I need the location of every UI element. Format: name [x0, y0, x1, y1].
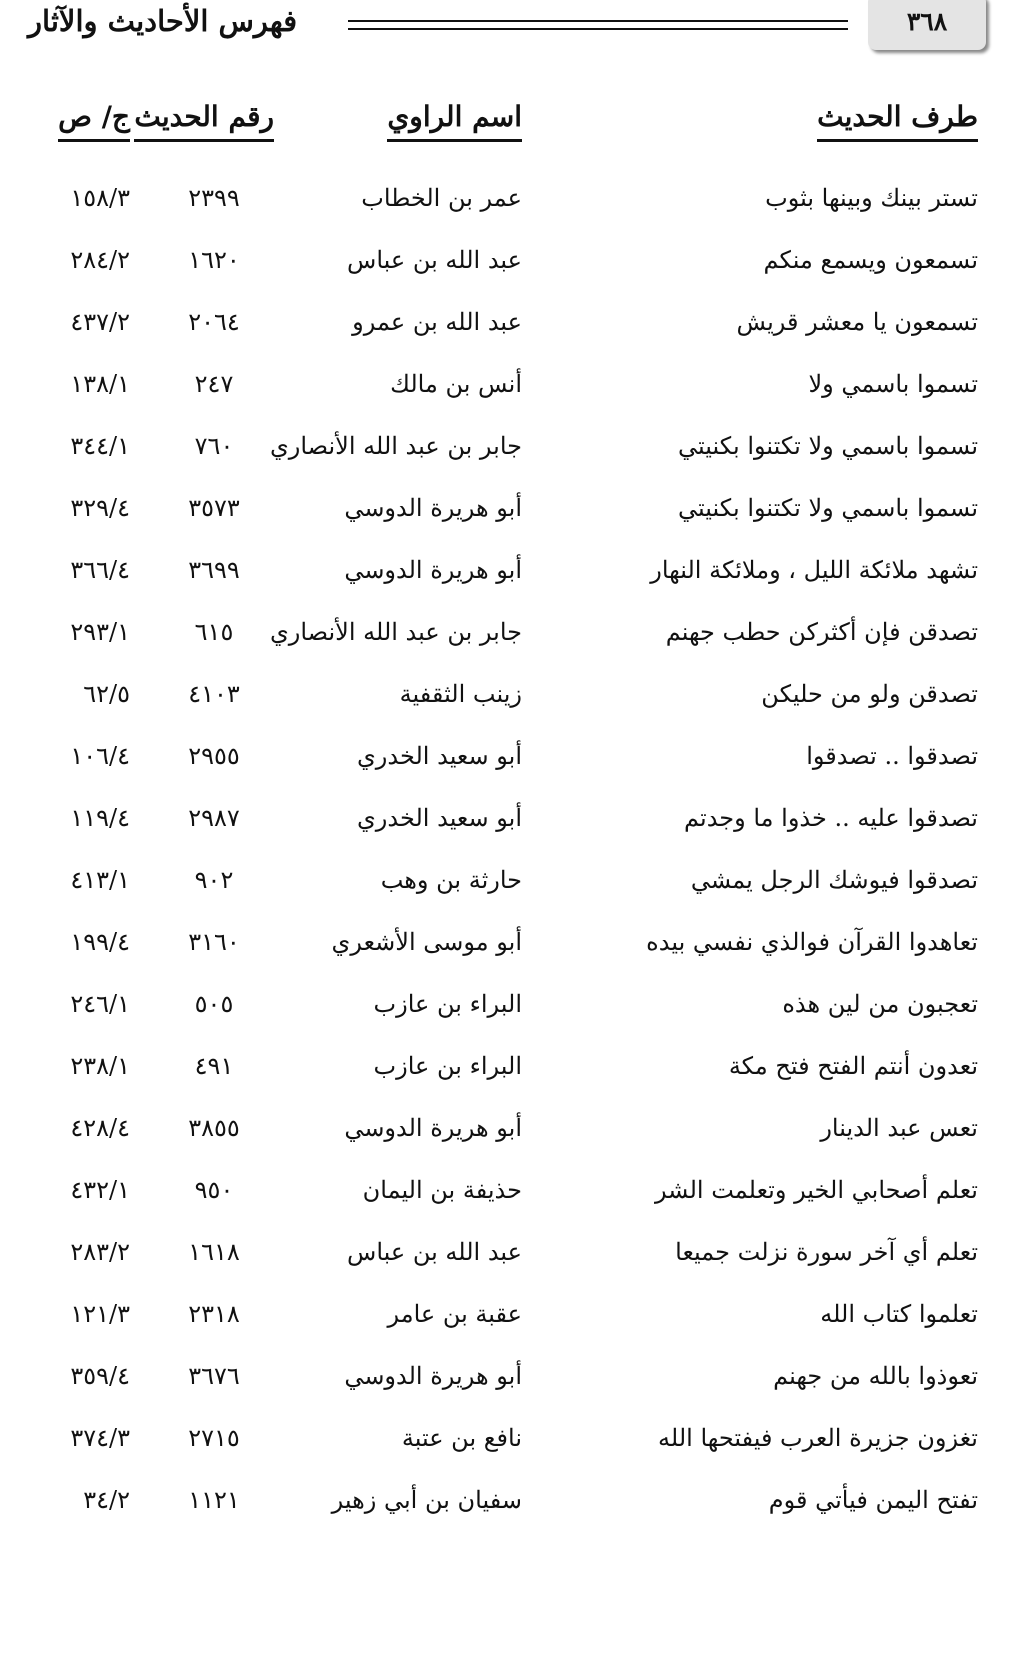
table-row: [0, 294, 1010, 356]
volume-page-cell: ١١٩/٤: [70, 804, 130, 832]
hadith-index-table: [0, 98, 1010, 1534]
hadith-number-cell: ٢٣٩٩: [188, 184, 240, 212]
hadith-number-cell: ٥٠٥: [194, 990, 234, 1018]
hadith-start-cell: تسموا باسمي ولا تكتنوا بكنيتي: [678, 494, 978, 522]
header-rule: [348, 28, 848, 30]
table-row: [0, 1162, 1010, 1224]
hadith-number-cell: ٢٠٦٤: [188, 308, 240, 336]
volume-page-cell: ٣٤٤/١: [70, 432, 130, 460]
hadith-number-cell: ٣٨٥٥: [188, 1114, 240, 1142]
table-row: [0, 790, 1010, 852]
volume-page-cell: ٤٣٧/٢: [70, 308, 130, 336]
narrator-cell: البراء بن عازب: [373, 1052, 522, 1080]
hadith-start-cell: تسمعون ويسمع منكم: [763, 246, 978, 274]
column-header-hadith-number: رقم الحديث: [134, 100, 274, 142]
table-row: [0, 914, 1010, 976]
volume-page-cell: ٤٣٢/١: [70, 1176, 130, 1204]
narrator-cell: أبو هريرة الدوسي: [344, 1362, 522, 1390]
table-body: [0, 170, 1010, 1534]
narrator-cell: عبد الله بن عباس: [347, 246, 522, 274]
hadith-start-cell: تعدون أنتم الفتح فتح مكة: [728, 1052, 978, 1080]
column-header-narrator: اسم الراوي: [387, 100, 522, 142]
hadith-number-cell: ٦١٥: [194, 618, 234, 646]
hadith-start-cell: تصدقوا فيوشك الرجل يمشي: [690, 866, 978, 894]
table-row: [0, 1348, 1010, 1410]
table-row: [0, 1224, 1010, 1286]
volume-page-cell: ٤٢٨/٤: [70, 1114, 130, 1142]
volume-page-cell: ٣٥٩/٤: [70, 1362, 130, 1390]
column-header-volume-page: ج/ ص: [58, 100, 130, 142]
narrator-cell: عبد الله بن عباس: [347, 1238, 522, 1266]
table-row: [0, 1100, 1010, 1162]
narrator-cell: عمر بن الخطاب: [361, 184, 522, 212]
narrator-cell: أبو هريرة الدوسي: [344, 494, 522, 522]
volume-page-cell: ٣٢٩/٤: [70, 494, 130, 522]
narrator-cell: أبو هريرة الدوسي: [344, 1114, 522, 1142]
header-rule: [348, 20, 848, 22]
page-header: [0, 0, 1010, 60]
hadith-number-cell: ١٦٢٠: [188, 246, 240, 274]
hadith-number-cell: ٣١٦٠: [188, 928, 240, 956]
volume-page-cell: ٢٨٤/٢: [70, 246, 130, 274]
hadith-number-cell: ٢٩٥٥: [188, 742, 240, 770]
hadith-number-cell: ٣٥٧٣: [188, 494, 240, 522]
hadith-start-cell: تعلم أصحابي الخير وتعلمت الشر: [654, 1176, 978, 1204]
narrator-cell: أنس بن مالك: [390, 370, 522, 398]
volume-page-cell: ٢٣٨/١: [70, 1052, 130, 1080]
volume-page-cell: ٤١٣/١: [70, 866, 130, 894]
table-row: [0, 1410, 1010, 1472]
hadith-number-cell: ٧٦٠: [194, 432, 234, 460]
narrator-cell: أبو هريرة الدوسي: [344, 556, 522, 584]
hadith-start-cell: تعلم أي آخر سورة نزلت جميعا: [675, 1238, 978, 1266]
volume-page-cell: ١٥٨/٣: [70, 184, 130, 212]
hadith-number-cell: ٢٩٨٧: [188, 804, 240, 832]
hadith-number-cell: ٤٩١: [194, 1052, 234, 1080]
volume-page-cell: ١٠٦/٤: [70, 742, 130, 770]
hadith-start-cell: تعلموا كتاب الله: [820, 1300, 978, 1328]
hadith-start-cell: تستر بينك وبينها بثوب: [765, 184, 978, 212]
hadith-start-cell: تصدقوا عليه .. خذوا ما وجدتم: [684, 804, 978, 832]
table-row: [0, 976, 1010, 1038]
hadith-start-cell: تعاهدوا القرآن فوالذي نفسي بيده: [646, 928, 978, 956]
table-row: [0, 480, 1010, 542]
hadith-number-cell: ٩٠٢: [194, 866, 234, 894]
table-row: [0, 1472, 1010, 1534]
hadith-number-cell: ٣٦٧٦: [188, 1362, 240, 1390]
volume-page-cell: ١٩٩/٤: [70, 928, 130, 956]
volume-page-cell: ١٢١/٣: [70, 1300, 130, 1328]
narrator-cell: زينب الثقفية: [399, 680, 522, 708]
narrator-cell: حذيفة بن اليمان: [362, 1176, 522, 1204]
volume-page-cell: ٢٨٣/٢: [70, 1238, 130, 1266]
hadith-start-cell: تسموا باسمي ولا تكتنوا بكنيتي: [678, 432, 978, 460]
volume-page-cell: ٣٧٤/٣: [70, 1424, 130, 1452]
volume-page-cell: ٢٩٣/١: [70, 618, 130, 646]
table-row: [0, 1286, 1010, 1348]
table-row: [0, 542, 1010, 604]
narrator-cell: نافع بن عتبة: [401, 1424, 522, 1452]
narrator-cell: جابر بن عبد الله الأنصاري: [269, 618, 522, 646]
narrator-cell: أبو موسى الأشعري: [331, 928, 522, 956]
page-title: فهرس الأحاديث والآثار: [28, 4, 298, 38]
narrator-cell: عبد الله بن عمرو: [352, 308, 522, 336]
hadith-number-cell: ٤١٠٣: [188, 680, 240, 708]
hadith-number-cell: ٣٦٩٩: [188, 556, 240, 584]
page-number-badge: ٣٦٨: [868, 0, 986, 50]
hadith-start-cell: تسمعون يا معشر قريش: [736, 308, 978, 336]
volume-page-cell: ٣٤/٢: [83, 1486, 130, 1514]
table-header-row: [0, 98, 1010, 170]
hadith-start-cell: تعوذوا بالله من جهنم: [773, 1362, 978, 1390]
hadith-start-cell: تصدقن فإن أكثركن حطب جهنم: [665, 618, 978, 646]
hadith-start-cell: تصدقوا .. تصدقوا: [806, 742, 978, 770]
narrator-cell: عقبة بن عامر: [387, 1300, 522, 1328]
hadith-start-cell: تسموا باسمي ولا: [808, 370, 978, 398]
volume-page-cell: ٣٦٦/٤: [70, 556, 130, 584]
table-row: [0, 1038, 1010, 1100]
hadith-number-cell: ١١٢١: [188, 1486, 240, 1514]
hadith-number-cell: ٢٧١٥: [188, 1424, 240, 1452]
narrator-cell: أبو سعيد الخدري: [357, 804, 522, 832]
hadith-number-cell: ١٦١٨: [188, 1238, 240, 1266]
table-row: [0, 728, 1010, 790]
narrator-cell: أبو سعيد الخدري: [357, 742, 522, 770]
table-row: [0, 232, 1010, 294]
table-row: [0, 852, 1010, 914]
narrator-cell: حارثة بن وهب: [380, 866, 522, 894]
hadith-start-cell: تعس عبد الدينار: [820, 1114, 978, 1142]
volume-page-cell: ١٣٨/١: [70, 370, 130, 398]
hadith-start-cell: تغزون جزيرة العرب فيفتحها الله: [658, 1424, 978, 1452]
table-row: [0, 418, 1010, 480]
narrator-cell: سفيان بن أبي زهير: [331, 1486, 522, 1514]
narrator-cell: البراء بن عازب: [373, 990, 522, 1018]
table-row: [0, 666, 1010, 728]
table-row: [0, 356, 1010, 418]
hadith-start-cell: تصدقن ولو من حليكن: [761, 680, 978, 708]
volume-page-cell: ٦٢/٥: [83, 680, 130, 708]
table-row: [0, 170, 1010, 232]
hadith-number-cell: ٢٤٧: [194, 370, 234, 398]
hadith-start-cell: تفتح اليمن فيأتي قوم: [768, 1486, 978, 1514]
hadith-number-cell: ٢٣١٨: [188, 1300, 240, 1328]
column-header-hadith-start: طرف الحديث: [817, 100, 978, 142]
narrator-cell: جابر بن عبد الله الأنصاري: [269, 432, 522, 460]
hadith-start-cell: تشهد ملائكة الليل ، وملائكة النهار: [650, 556, 978, 584]
hadith-start-cell: تعجبون من لين هذه: [782, 990, 978, 1018]
hadith-number-cell: ٩٥٠: [194, 1176, 234, 1204]
volume-page-cell: ٢٤٦/١: [70, 990, 130, 1018]
table-row: [0, 604, 1010, 666]
